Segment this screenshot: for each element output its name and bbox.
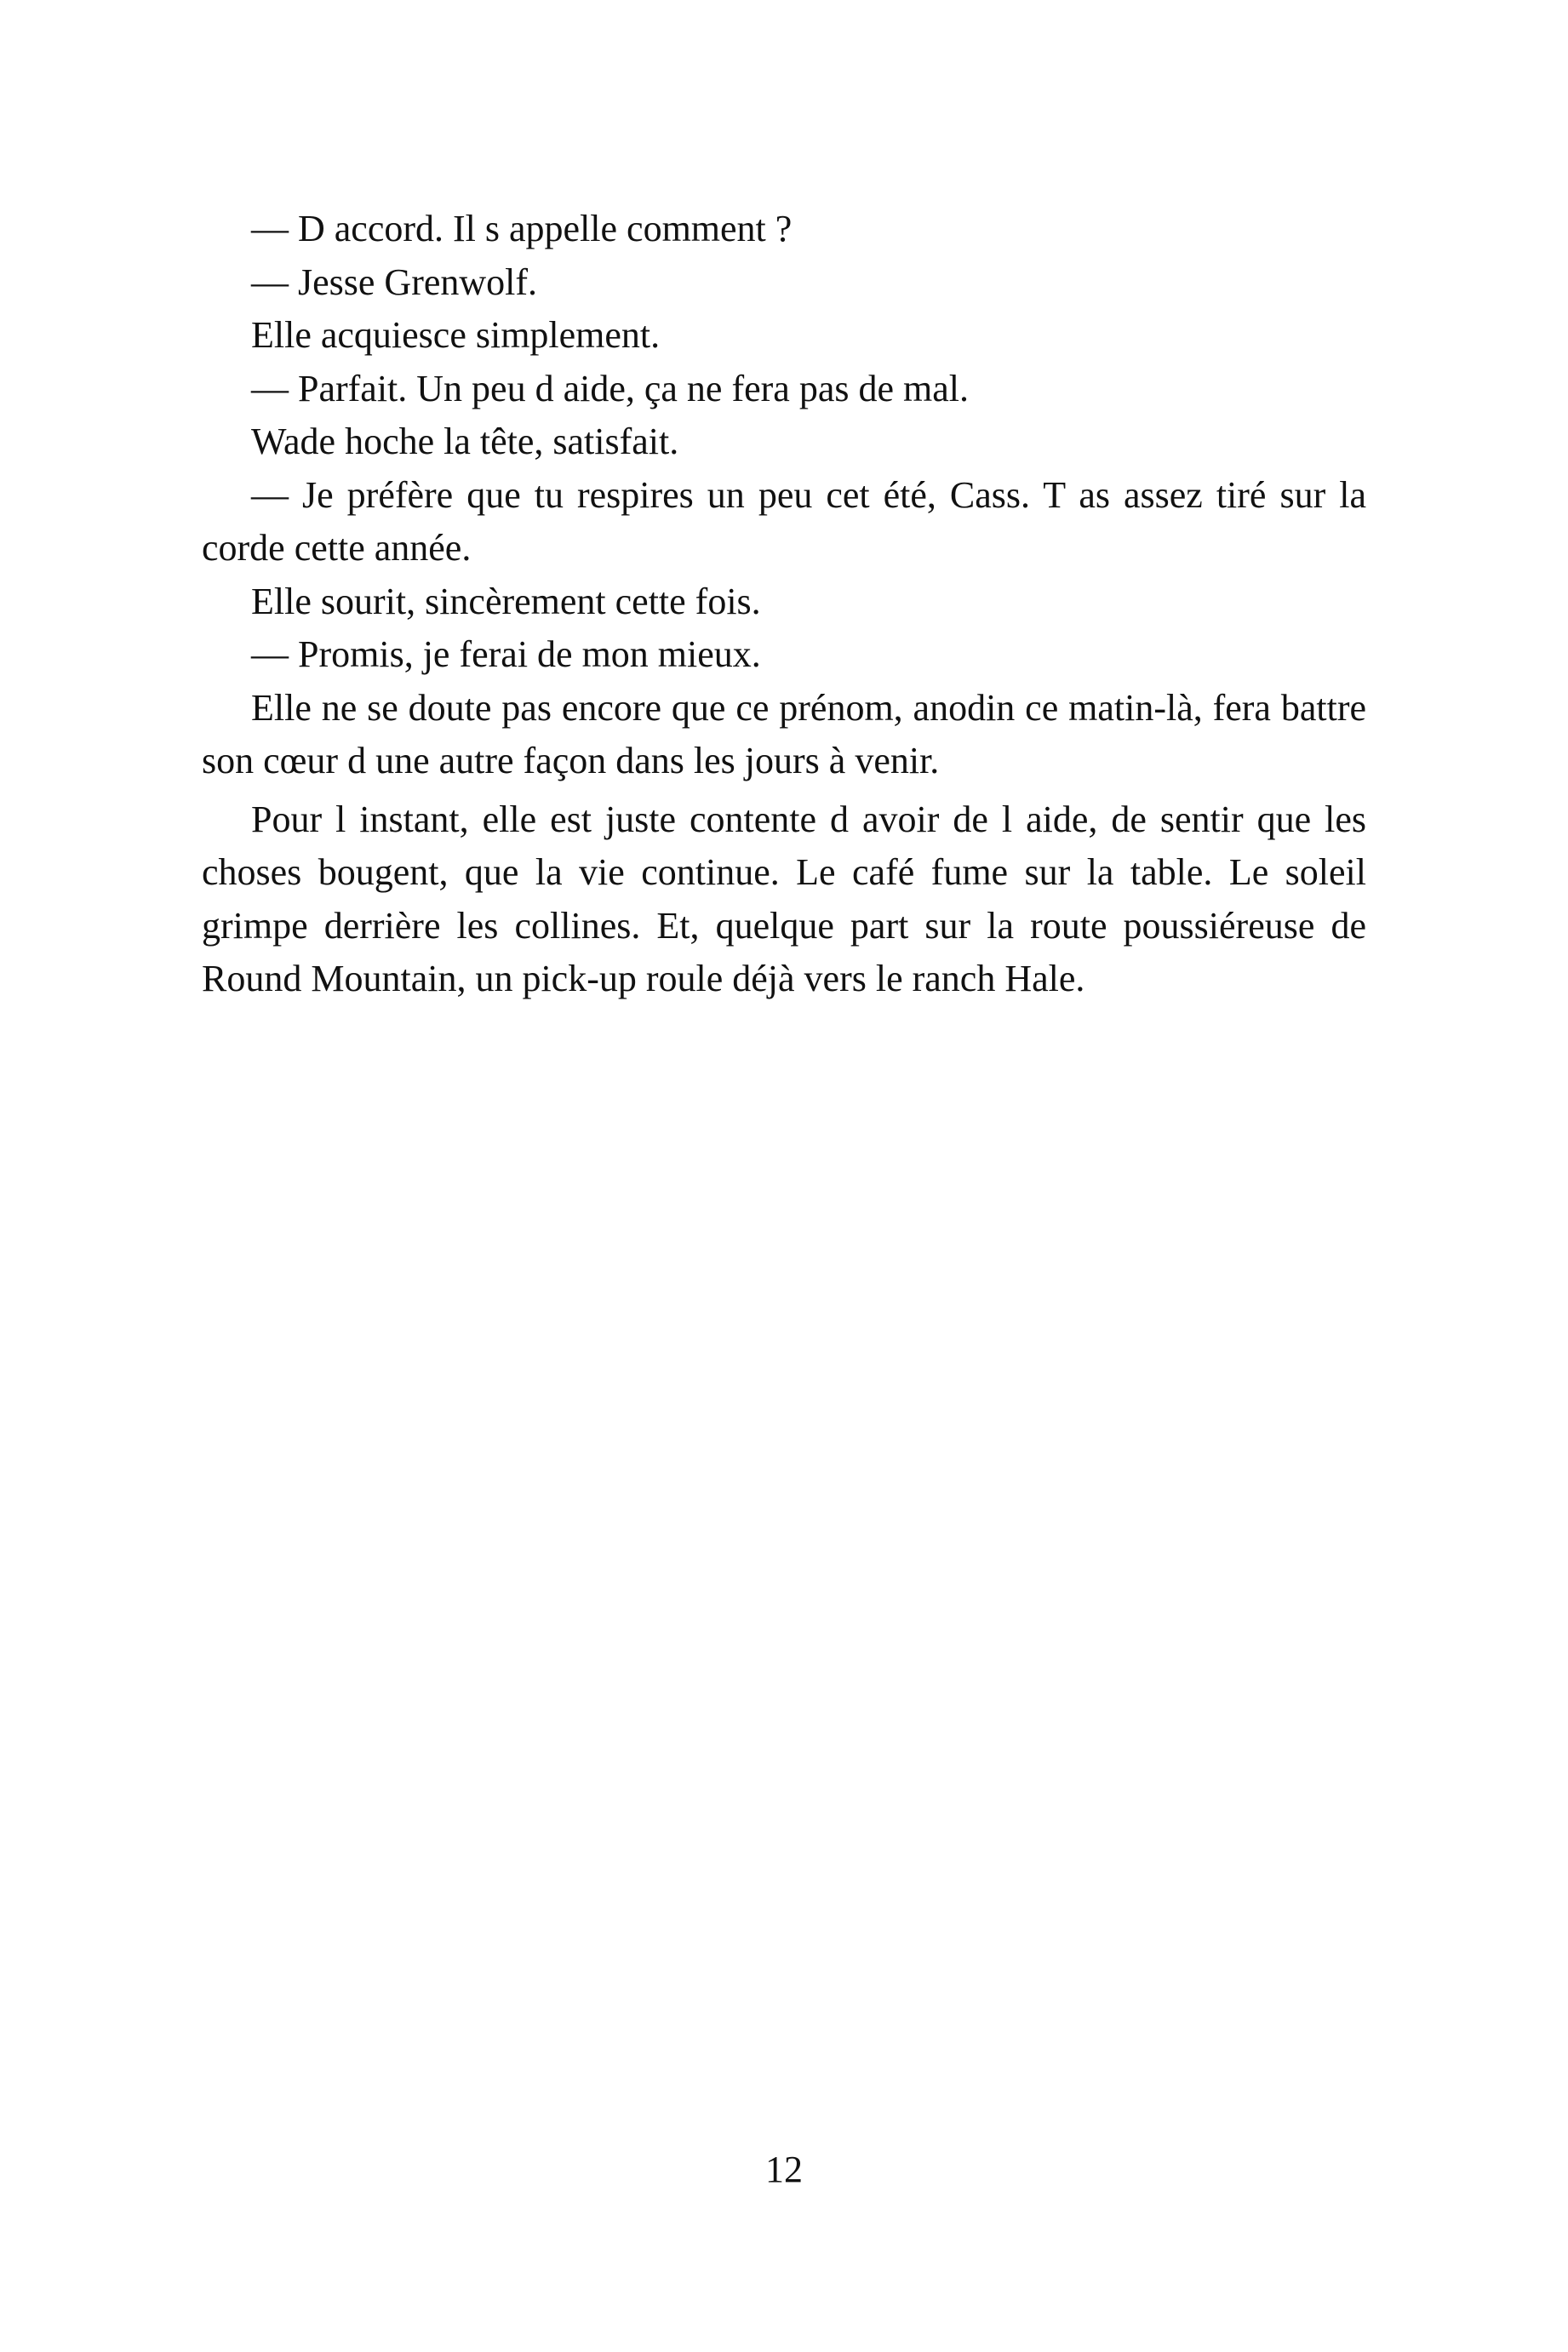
narration-paragraph: Pour l instant, elle est juste contente d avoir de l aide, de sentir que les choses bougent, que la vie continue. Le café fume sur la table. Le soleil grimpe derrière les collines. Et, quelque part sur la route poussiéreuse de Round Mountain, un pick-up roule déjà vers le ranch Hale. [202, 798, 1366, 999]
narration-paragraph: Elle ne se doute pas encore que ce prénom, anodin ce matin-là, fera battre son cœur d une autre façon dans les jours à venir. [202, 686, 1366, 781]
narration-line: Elle acquiesce simplement. [251, 314, 661, 356]
narration-line: Wade hoche la tête, satisfait. [251, 421, 679, 462]
dialogue-line: — Jesse Grenwolf. [251, 260, 538, 303]
dialogue-line: — Promis, je ferai de mon mieux. [251, 633, 761, 675]
dialogue-paragraph: — Je préfère que tu respires un peu cet été, Cass. T as assez tiré sur la corde cette année. [202, 473, 1366, 569]
page-number: 12 [765, 2149, 803, 2190]
dialogue-line: — Parfait. Un peu d aide, ça ne fera pas de mal. [251, 367, 969, 409]
body-text [202, 203, 1366, 1006]
dialogue-line: — D accord. Il s appelle comment ? [251, 208, 793, 249]
narration-line: Elle sourit, sincèrement cette fois. [251, 580, 761, 622]
